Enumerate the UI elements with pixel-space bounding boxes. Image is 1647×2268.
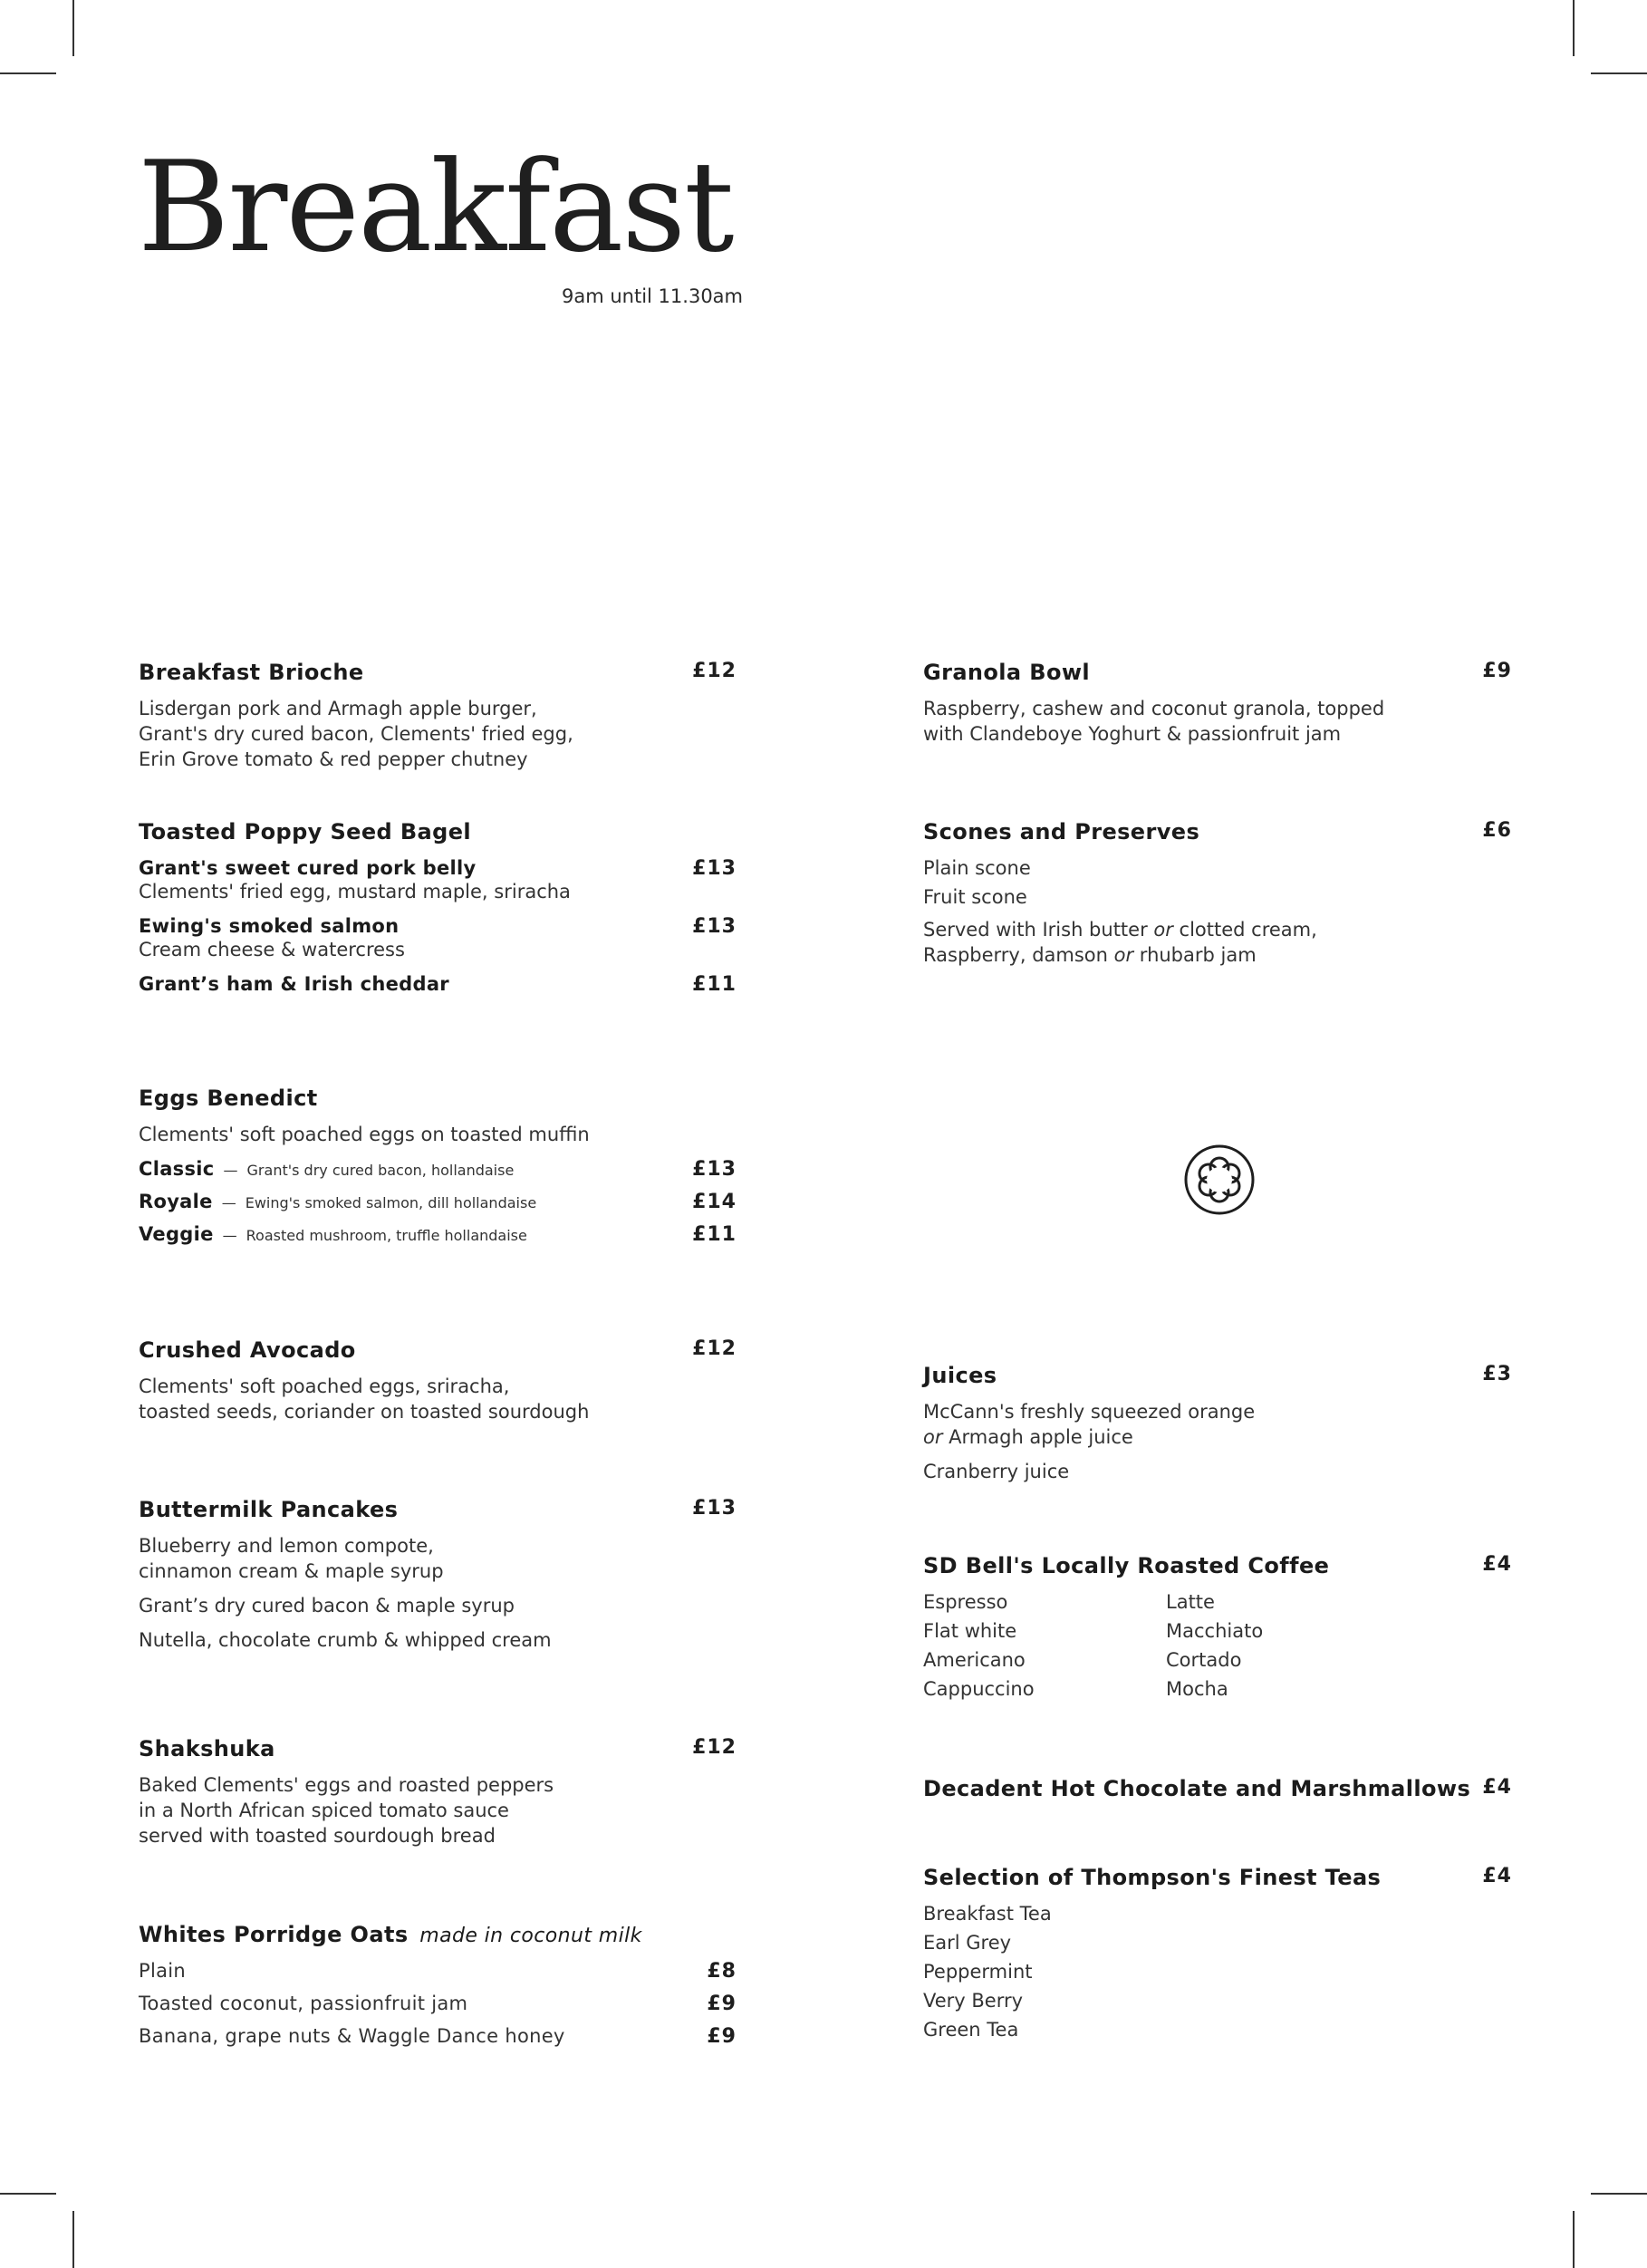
item-name: Grant's sweet cured pork belly: [139, 857, 477, 879]
price: £4: [1482, 1776, 1512, 1799]
menu-item: [139, 1158, 737, 1180]
item-name: Ewing's smoked salmon: [139, 915, 400, 937]
crop-mark: [72, 0, 74, 56]
section-coffee: [923, 1553, 1512, 1700]
section-breakfast-brioche: [139, 660, 737, 772]
crop-mark: [0, 72, 56, 74]
section-title: Breakfast Brioche: [139, 660, 364, 685]
price: £9: [707, 2025, 737, 2048]
opening-hours: 9am until 11.30am: [562, 285, 744, 307]
list-item: Mocha: [1166, 1678, 1228, 1700]
item-description: Cream cheese & watercress: [139, 939, 405, 960]
list-item: Americano: [923, 1649, 1026, 1671]
crop-mark: [1591, 72, 1647, 74]
section-granola-bowl: [923, 660, 1512, 747]
price: £4: [1482, 1865, 1512, 1887]
price: £14: [692, 1191, 737, 1213]
price: £12: [692, 1337, 737, 1360]
price: £13: [692, 857, 737, 880]
section-title: SD Bell's Locally Roasted Coffee: [923, 1553, 1330, 1578]
list-item: Fruit scone: [923, 886, 1027, 908]
item-description: Ewing's smoked salmon, dill hollandaise: [245, 1194, 537, 1211]
section-title: Whites Porridge Oats made in coconut milk: [139, 1922, 642, 1947]
crop-mark: [72, 2211, 74, 2268]
section-title: Juices: [923, 1363, 997, 1388]
list-item: Breakfast Tea: [923, 1903, 1052, 1925]
description: Clements' soft poached eggs, sriracha, toasted seeds, coriander on toasted sourdough: [139, 1375, 590, 1423]
crop-mark: [1573, 0, 1575, 56]
section-porridge-oats: [139, 1922, 737, 2047]
price: £3: [1482, 1363, 1512, 1385]
price: £8: [707, 1960, 737, 1983]
menu-item: [139, 915, 737, 962]
section-title: Crushed Avocado: [139, 1337, 356, 1363]
option: Nutella, chocolate crumb & whipped cream: [139, 1629, 552, 1651]
menu-item: [139, 1223, 737, 1245]
item-description: Roasted mushroom, truffle hollandaise: [246, 1227, 527, 1244]
dash: —: [222, 1227, 237, 1244]
item-name: Plain: [139, 1960, 187, 1982]
dash: —: [221, 1194, 236, 1211]
description: Lisdergan pork and Armagh apple burger, Grant's dry cured bacon, Clements' fried egg, Erin Grove tomato & red pepper chutney: [139, 698, 573, 770]
section-note: made in coconut milk: [419, 1925, 642, 1947]
menu-item: [139, 1960, 737, 1982]
section-title: Scones and Preserves: [923, 819, 1200, 844]
section-title: Toasted Poppy Seed Bagel: [139, 819, 472, 844]
tea-list: [923, 1903, 1512, 2041]
menu-item: [139, 857, 737, 904]
price: £6: [1482, 819, 1512, 842]
crop-mark: [1573, 2211, 1575, 2268]
item-name: Banana, grape nuts & Waggle Dance honey: [139, 2025, 565, 2047]
menu-item: [139, 973, 737, 995]
section-juices: [923, 1363, 1512, 1484]
item-name: Grant’s ham & Irish cheddar: [139, 973, 449, 995]
price: £13: [692, 915, 737, 938]
section-title: Buttermilk Pancakes: [139, 1497, 399, 1522]
price: £11: [692, 1223, 737, 1246]
price: £13: [692, 1497, 737, 1520]
section-eggs-benedict: [139, 1086, 737, 1245]
section-title: Granola Bowl: [923, 660, 1091, 685]
list-item: Flat white: [923, 1620, 1017, 1642]
description: Raspberry, cashew and coconut granola, topped with Clandeboye Yoghurt & passionfruit jam: [923, 698, 1385, 745]
option: Grant’s dry cured bacon & maple syrup: [139, 1595, 515, 1617]
coffee-list: [923, 1591, 1512, 1700]
section-buttermilk-pancakes: [139, 1497, 737, 1653]
price: £9: [707, 1993, 737, 2015]
list-item: Latte: [1166, 1591, 1215, 1613]
section-title: Selection of Thompson's Finest Teas: [923, 1865, 1382, 1890]
section-shakshuka: [139, 1736, 737, 1848]
price: £13: [692, 1158, 737, 1181]
menu-item: [139, 1993, 737, 2014]
description: Clements' soft poached eggs on toasted muffin: [139, 1124, 590, 1145]
crop-mark: [0, 2193, 56, 2195]
description: McCann's freshly squeezed orange or Armagh apple juice: [923, 1401, 1256, 1448]
item-name: Toasted coconut, passionfruit jam: [139, 1993, 468, 2014]
variant-name: Veggie: [139, 1223, 214, 1245]
section-title: Shakshuka: [139, 1736, 275, 1761]
crop-mark: [1591, 2193, 1647, 2195]
serving-note: Served with Irish butter or clotted cream, Raspberry, damson or rhubarb jam: [923, 919, 1317, 966]
description: Baked Clements' eggs and roasted peppers in a North African spiced tomato sauce served with toasted sourdough bread: [139, 1774, 554, 1847]
price: £4: [1482, 1553, 1512, 1576]
section-scones: [923, 819, 1512, 968]
flower-icon: [1183, 1144, 1256, 1220]
page-title: Breakfast: [138, 134, 733, 280]
list-item: Cappuccino: [923, 1678, 1035, 1700]
list-item: Earl Grey: [923, 1932, 1012, 1954]
item-description: Grant's dry cured bacon, hollandaise: [246, 1162, 515, 1179]
variant-name: Royale: [139, 1191, 213, 1212]
menu-item: [139, 1191, 737, 1212]
list-item: Cranberry juice: [923, 1461, 1070, 1482]
section-teas: [923, 1865, 1512, 2048]
section-hot-chocolate: [923, 1776, 1512, 1803]
variant-name: Classic: [139, 1158, 215, 1180]
list-item: Green Tea: [923, 2019, 1019, 2041]
section-crushed-avocado: [139, 1337, 737, 1424]
price: £12: [692, 1736, 737, 1759]
list-item: Espresso: [923, 1591, 1008, 1613]
price: £9: [1482, 660, 1512, 682]
dash: —: [223, 1162, 238, 1179]
list-item: Macchiato: [1166, 1620, 1264, 1642]
price: £12: [692, 660, 737, 682]
price: £11: [692, 973, 737, 996]
list-item: Plain scone: [923, 857, 1031, 879]
scone-list: [923, 857, 1512, 908]
section-title: Decadent Hot Chocolate and Marshmallows: [923, 1776, 1471, 1801]
section-title: Eggs Benedict: [139, 1086, 318, 1111]
option: Blueberry and lemon compote, cinnamon cream & maple syrup: [139, 1535, 444, 1582]
item-description: Clements' fried egg, mustard maple, sriracha: [139, 881, 571, 902]
list-item: Very Berry: [923, 1990, 1024, 2012]
list-item: Peppermint: [923, 1961, 1033, 1983]
list-item: Cortado: [1166, 1649, 1242, 1671]
section-poppy-seed-bagel: [139, 819, 737, 995]
menu-item: [139, 2025, 737, 2047]
